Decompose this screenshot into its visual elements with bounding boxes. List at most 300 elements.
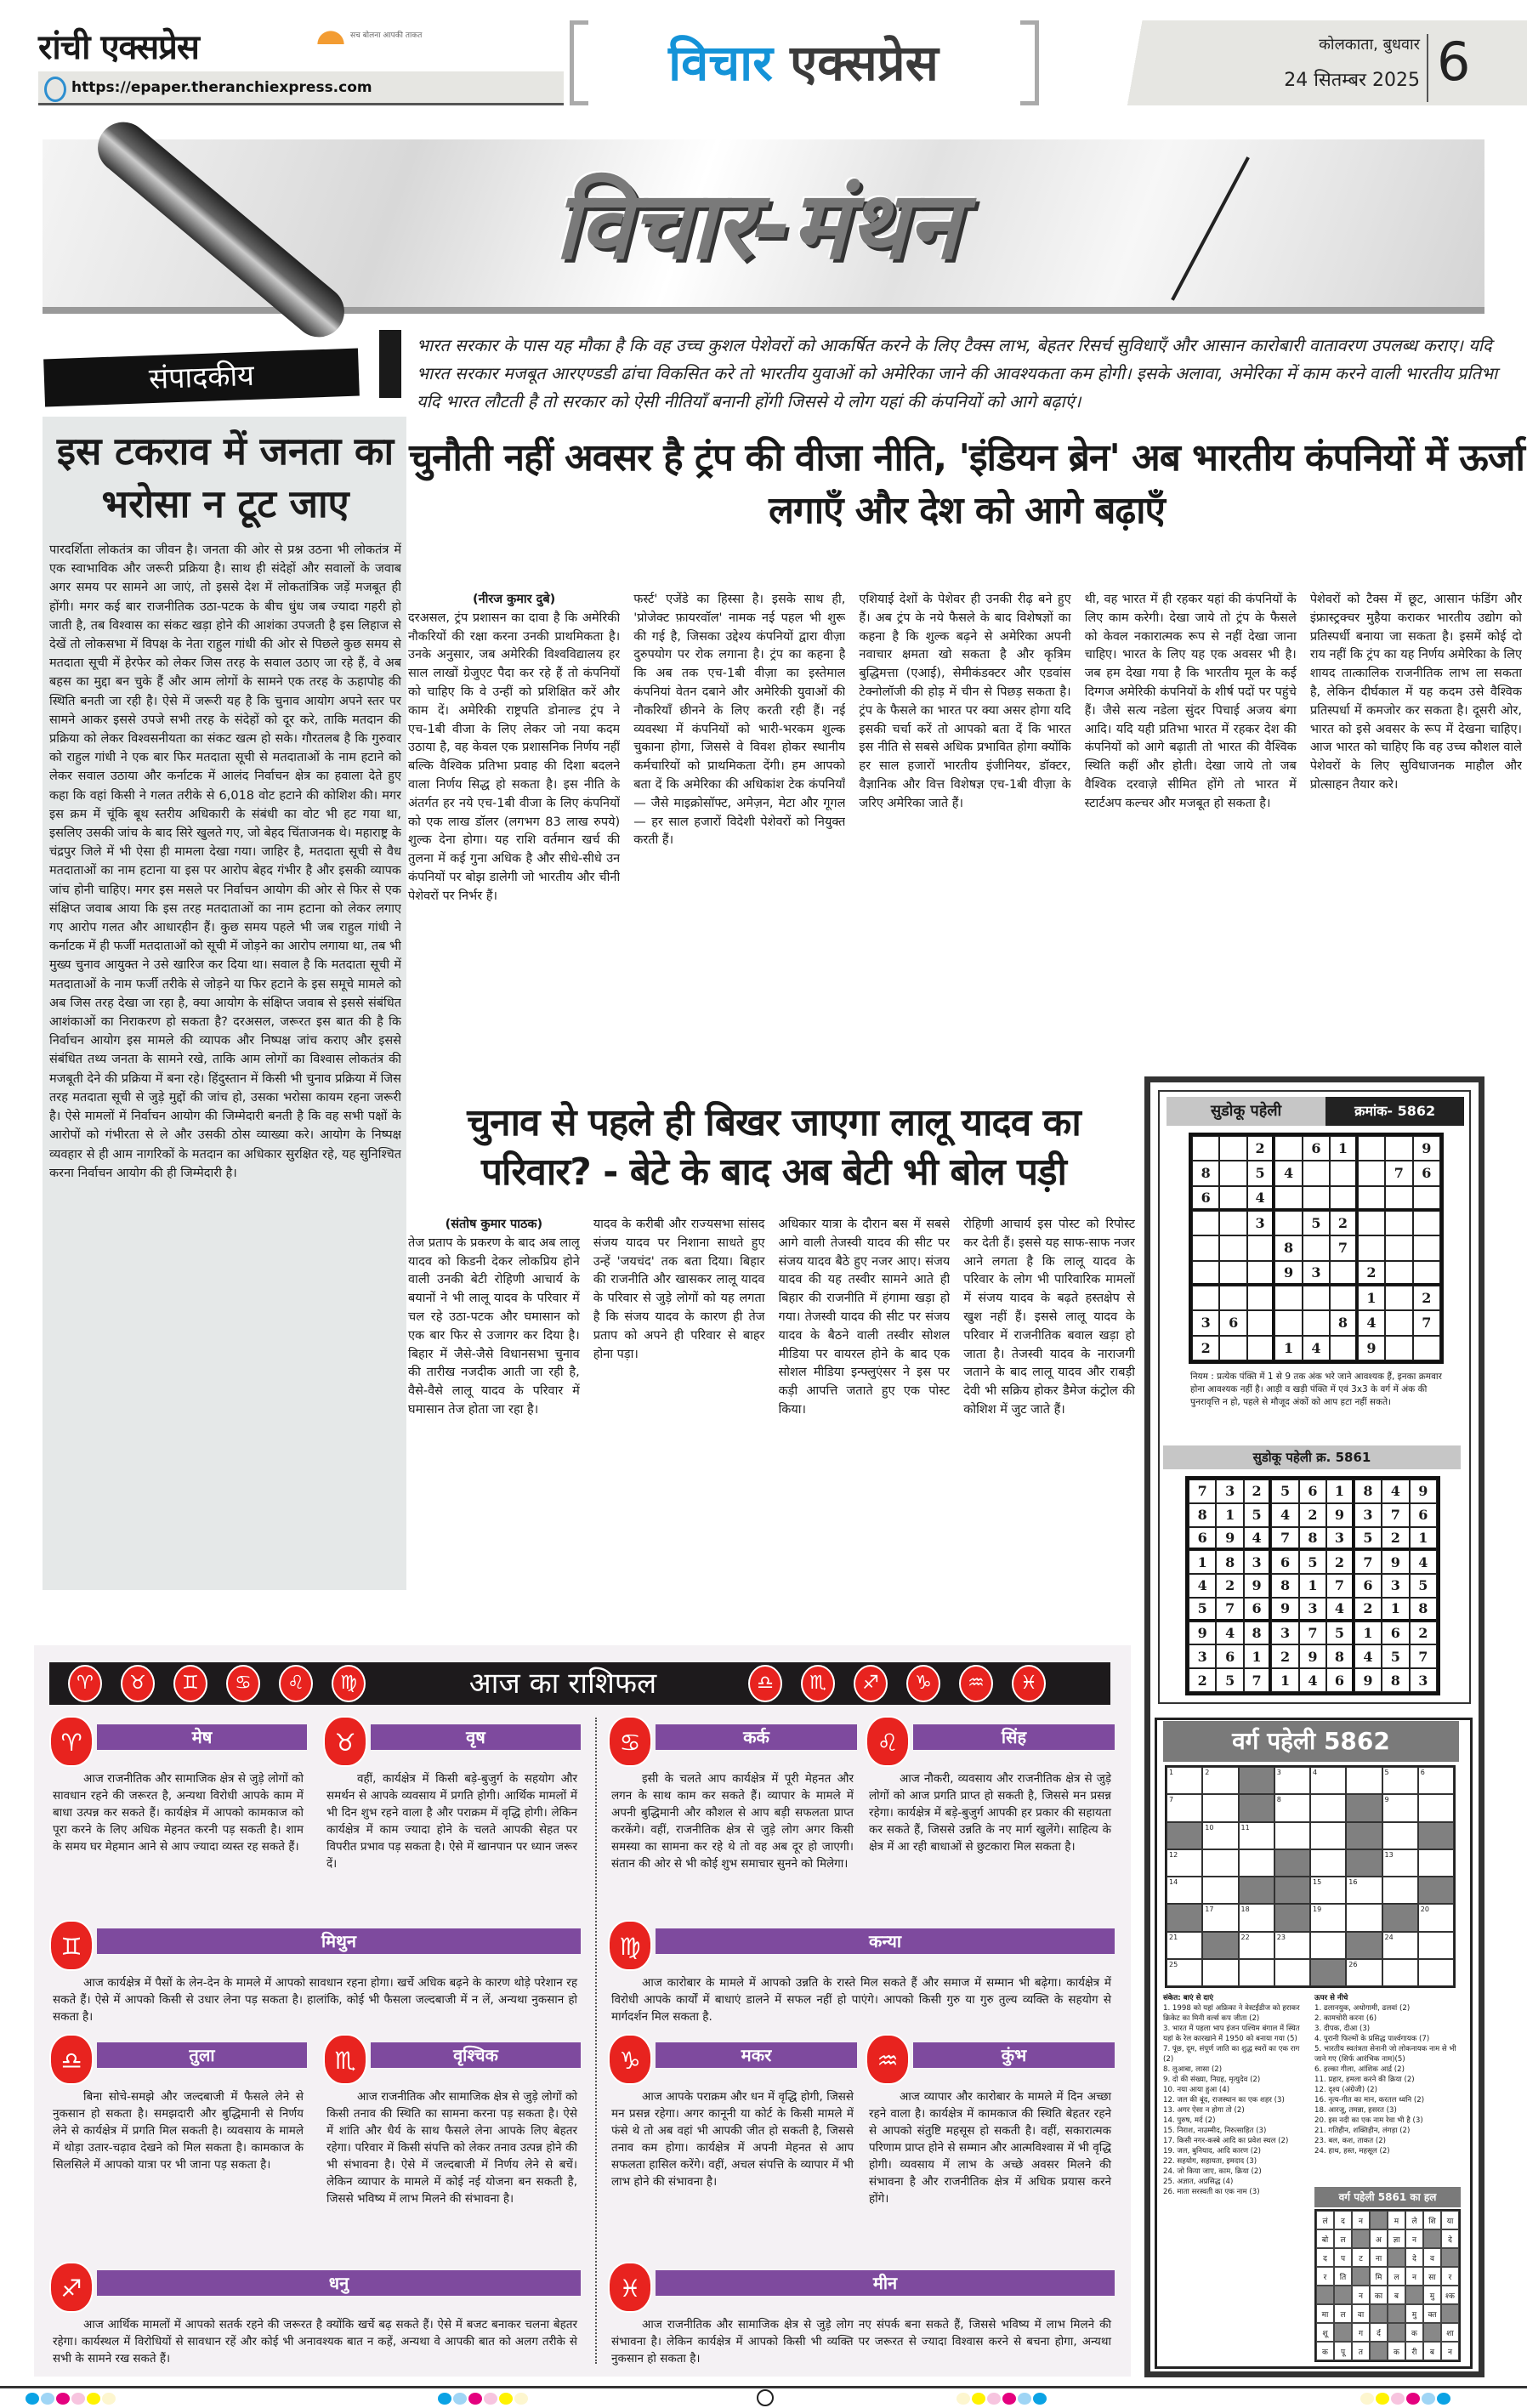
- crossword-block: [1346, 1849, 1382, 1877]
- solution-cell: न: [1405, 2267, 1423, 2286]
- sudoku-cell: 8: [1189, 1503, 1216, 1527]
- sign-prediction: आज व्यापार और कारोबार के मामले में दिन अच्छा रहने वाला है। कार्यक्षेत्र में कामकाज की स्थिति बेहतर रहने से आपको संतुष्टि महसूस हो सकती है। वहीं, सकारात्मक परिणाम प्राप्त होने से सम्मान और आत्मविश्वास में भी वृद्धि होगी। व्यवसाय में लाभ के अच्छे अवसर मिलने की संभावना है और राजनीतिक क्षेत्र में अधिक प्रयास करने होंगे।: [869, 2090, 1111, 2206]
- sudoku-cell: 6: [1271, 1550, 1298, 1574]
- crossword-cell: [1202, 1794, 1238, 1821]
- zodiac-sign-icon: ♑: [608, 2034, 652, 2085]
- solution-block: [1352, 2229, 1370, 2248]
- sign-prediction: आज राजनीतिक और सामाजिक क्षेत्र से जुड़े लोगों को सावधान रहने की जरूरत है, अन्यथा विरोधी आपके काम में बाधा उत्पन्न कर सकते हैं। कार्यक्षेत्र में आपको कामकाज को पूरा करने के लिए अधिक मेहनत करनी पड़ सकती है। शाम के समय घर मेहमान आने से आप ज्यादा व्यस्त रह सकते हैं।: [53, 1772, 304, 1854]
- section-title: [595, 20, 1012, 105]
- crossword-block: [1346, 1822, 1382, 1849]
- crossword-cell: 2: [1202, 1767, 1238, 1794]
- clue-item: 19. जल, बुनियाद, आदि कारण (2): [1163, 2147, 1261, 2155]
- crossword-block: [1346, 1794, 1382, 1821]
- sudoku-cell: [1219, 1136, 1246, 1161]
- sudoku-cell: 5: [1382, 1644, 1409, 1668]
- sign-prediction: आज नौकरी, व्यवसाय और राजनीतिक क्षेत्र से जुड़े लोगों को आज प्रगति प्राप्त हो सकती है, जिससे मन प्रसन्न रहेगा। कार्यक्षेत्र में बड़े-बुजुर्ग आपकी हर प्रकार की सहायता कर सकते हैं, जिससे उन्नति के नए मार्ग खुलेंगे। साहित्य के क्षेत्र में आ रही बाधाओं से छुटकारा मिल सकता है।: [869, 1772, 1111, 1854]
- sign-name: मेष: [97, 1724, 307, 1750]
- crossword-cell: 5: [1382, 1767, 1418, 1794]
- solution-block: [1334, 2323, 1352, 2342]
- solution-cell: लं: [1316, 2211, 1334, 2229]
- sudoku-cell: 4: [1247, 1186, 1274, 1211]
- sudoku-cell: [1385, 1336, 1412, 1360]
- sudoku-cell: 1: [1244, 1644, 1271, 1668]
- sudoku-cell: 3: [1354, 1503, 1382, 1527]
- sudoku-cell: 1: [1330, 1136, 1357, 1161]
- sudoku-cell: 2: [1382, 1527, 1409, 1551]
- solution-cell: ल: [1334, 2304, 1352, 2323]
- solution-cell: शि: [1423, 2211, 1441, 2229]
- sudoku-cell: [1219, 1261, 1246, 1286]
- article-column: पेशेवरों को टैक्स में छूट, आसान फंडिंग और इंफ्रास्ट्रक्चर मुहैया कराकर भारतीय उद्योग को प्रतिस्पर्धी बनाया जा सकता है। इसमें कोई दो राय नहीं कि ट्रंप का यह निर्णय अमेरिका के लिए शायद तात्कालिक राजनीतिक लाभ ला सकता है, लेकिन दीर्घकाल में यह कदम उसे वैश्विक प्रतिस्पर्धा में कमजोर कर सकता है। दूसरी ओर, भारत को इसे अवसर के रूप में देखना चाहिए। आज भारत को चाहिए कि वह उच्च कौशल वाले पेशेवरों के लिए सुविधाजनक माहौल और प्रोत्साहन तैयार करे।: [1309, 593, 1522, 792]
- solution-cell: ट: [1352, 2248, 1370, 2267]
- zodiac-10-icon: ♒: [959, 1665, 993, 1702]
- epaper-link[interactable]: https://epaper.theranchiexpress.com: [71, 79, 372, 96]
- section-title-secondary: एक्सप्रेस: [790, 34, 939, 92]
- sudoku-cell: [1303, 1286, 1330, 1310]
- crossword-cell: [1202, 1849, 1238, 1877]
- sudoku-cell: 5: [1354, 1527, 1382, 1551]
- solution-cell: म: [1388, 2211, 1405, 2229]
- crossword-cell: [1418, 1794, 1454, 1821]
- clue-item: 14. पुरुष, मर्द (2): [1163, 2116, 1216, 2125]
- solution-block: [1316, 2286, 1334, 2304]
- solution-cell: द: [1334, 2211, 1352, 2229]
- clue-item: 18. आरजू, तमन्ना, हसरत (3): [1314, 2106, 1397, 2115]
- sudoku-cell: 9: [1358, 1336, 1385, 1360]
- solution-block: [1388, 2248, 1405, 2267]
- sudoku-cell: 5: [1216, 1668, 1243, 1692]
- zodiac-2-icon: ♊: [173, 1665, 207, 1702]
- sudoku-cell: 8: [1274, 1235, 1302, 1260]
- sudoku-cell: [1303, 1310, 1330, 1335]
- solution-cell: मा: [1316, 2304, 1334, 2323]
- sudoku-cell: [1219, 1235, 1246, 1260]
- sudoku-cell: [1385, 1186, 1412, 1211]
- sudoku-cell: [1247, 1336, 1274, 1360]
- sudoku-cell: 3: [1192, 1310, 1219, 1335]
- solution-cell: री: [1405, 2342, 1423, 2360]
- solution-cell: न: [1352, 2211, 1370, 2229]
- crossword-cell: [1239, 1849, 1274, 1877]
- sudoku-title: सुडोकू पहेली: [1167, 1097, 1325, 1126]
- sudoku-cell: 2: [1354, 1598, 1382, 1621]
- sudoku-cell: 9: [1216, 1527, 1243, 1551]
- crossword-cell: [1382, 1959, 1418, 1986]
- sudoku-cell: 3: [1299, 1598, 1326, 1621]
- sign-prediction: इसी के चलते आप कार्यक्षेत्र में पूरी मेहनत और लगन के साथ काम कर सकते हैं। व्यापार के मामले में अपनी बुद्धिमानी और कौशल से आप बड़ी सफलता प्राप्त करकेंगे। वहीं, राजनीतिक क्षेत्र से जुड़े लोग अगर किसी समस्या का सामना कर रहे थे तो वह अब दूर हो जाएगी। संतान की ओर से भी कोई शुभ समाचार सुनने को मिलेगा।: [611, 1772, 854, 1871]
- clue-item: 21. गतिहीन, शक्तिहीन, लंगड़ा (2): [1314, 2127, 1411, 2135]
- solution-block: [1423, 2229, 1441, 2248]
- zodiac-sign-icon: ♓: [608, 2262, 652, 2313]
- masthead: [0, 0, 1527, 119]
- solution-cell: वा: [1352, 2304, 1370, 2323]
- clue-item: 12. जल की बूंद, राजस्थान का एक शहर (3): [1163, 2096, 1285, 2104]
- crossword-cell: [1274, 1822, 1310, 1849]
- sudoku-number-label: क्रमांक-: [1354, 1103, 1394, 1119]
- sudoku-cell: [1358, 1186, 1385, 1211]
- sudoku-cell: [1413, 1211, 1440, 1235]
- sudoku-cell: 7: [1385, 1161, 1412, 1185]
- sudoku-cell: 8: [1216, 1550, 1243, 1574]
- sudoku-cell: 9: [1244, 1574, 1271, 1598]
- crossword-cell: [1202, 1959, 1238, 1986]
- zodiac-sign-icon: ♊: [49, 1920, 94, 1971]
- sudoku-cell: 5: [1247, 1161, 1274, 1185]
- zodiac-sign-icon: ♋: [608, 1716, 652, 1767]
- crossword-block: [1167, 1904, 1202, 1931]
- sudoku-cell: [1330, 1161, 1357, 1185]
- sudoku-cell: 9: [1326, 1503, 1354, 1527]
- sudoku-cell: [1274, 1310, 1302, 1335]
- sign-name: सिंह: [913, 1724, 1115, 1750]
- crossword-cell: 26: [1346, 1959, 1382, 1986]
- sudoku-cell: 2: [1271, 1644, 1298, 1668]
- sudoku-cell: 2: [1244, 1479, 1271, 1503]
- crossword-cell: [1346, 1904, 1382, 1931]
- sudoku-cell: 8: [1299, 1527, 1326, 1551]
- solution-block: [1405, 2286, 1423, 2304]
- second-article-headline[interactable]: चुनाव से पहले ही बिखर जाएगा लालू यादव का परिवार? - बेटे के बाद अब बेटी भी बोल पड़ी: [467, 1101, 1081, 1194]
- sign-name: मकर: [656, 2042, 857, 2068]
- article-column: एशियाई देशों के पेशेवर ही उनकी रीढ़ बने हुए हैं। अब ट्रंप के नये फैसले के बाद विशेषज्ञों का कहना है कि शुल्क बढ़ने से अमेरिका अपनी नवाचार क्षमता खो सकता है और कृत्रिम बुद्धिमत्ता (एआई), सेमीकंडक्टर और एडवांस टेक्नोलॉजी की होड़ में चीन से पिछड़ सकता है। ट्रंप के फैसले का भारत पर क्या असर होगा यदि इसकी चर्चा करें तो आपको बता दें कि भारत इस नीति से सबसे अधिक प्रभावित होगा क्योंकि हर साल हजारों भारतीय इंजीनियर, डॉक्टर, वैज्ञानिक और वित्त विशेषज्ञ एच-1बी वीज़ा के जरिए अमेरिका जाते हैं।: [859, 593, 1071, 810]
- sudoku-cell: 8: [1410, 1598, 1437, 1621]
- sudoku-cell: 7: [1330, 1235, 1357, 1260]
- sudoku-cell: 2: [1410, 1621, 1437, 1645]
- solution-cell: क्त: [1423, 2304, 1441, 2323]
- clue-item: 7. पूंछ, दूम, संपूर्ण जाति का शुद्ध स्वरों का एक राग (2): [1163, 2045, 1300, 2064]
- sudoku-cell: 2: [1189, 1668, 1216, 1692]
- sudoku-cell: [1219, 1186, 1246, 1211]
- zodiac-3-icon: ♋: [226, 1665, 260, 1702]
- crossword-block: [1274, 1904, 1310, 1931]
- sudoku-cell: [1413, 1186, 1440, 1211]
- crossword-block: [1239, 1794, 1274, 1821]
- article-column: अधिकार यात्रा के दौरान बस में सबसे आगे वाली तेजस्वी यादव की सीट पर संजय यादव बैठे हुए नजर आए। संजय यादव की यह तस्वीर सामने आते ही बिहार की राजनीति में हंगामा खड़ा हो गया। तेजस्वी यादव की सीट पर संजय यादव के बैठने वाली तस्वीर सोशल मीडिया पर वायरल होने के बाद एक सोशल मीडिया इन्फ्लुएंसर ने इस पर कड़ी आपत्ति जताते हुए एक पोस्ट किया।: [778, 1218, 951, 1417]
- crossword-block: [1346, 1932, 1382, 1959]
- solution-cell: द: [1316, 2248, 1334, 2267]
- sudoku-cell: 7: [1189, 1479, 1216, 1503]
- article-column: यादव के करीबी और राज्यसभा सांसद संजय यादव पर निशाना साधते हुए उन्हें 'जयचंद' तक बता दिया। बिहार की राजनीति और खासकर लालू यादव के परिवार से जुड़े लोगों को यह लगता है कि संजय यादव के कारण ही तेज प्रताप को अपने ही परिवार से बाहर होना पड़ा।: [593, 1218, 765, 1361]
- crossword-cell: 16: [1346, 1877, 1382, 1904]
- sudoku-cell: 4: [1410, 1550, 1437, 1574]
- zodiac-sign-icon: ♐: [49, 2262, 94, 2313]
- sudoku-cell: [1219, 1161, 1246, 1185]
- solution-block: [1388, 2323, 1405, 2342]
- sudoku-cell: [1303, 1186, 1330, 1211]
- sudoku-cell: 9: [1410, 1479, 1437, 1503]
- sudoku-cell: 9: [1382, 1550, 1409, 1574]
- sudoku-cell: 3: [1189, 1644, 1216, 1668]
- sudoku-cell: 3: [1247, 1211, 1274, 1235]
- sudoku-cell: [1303, 1235, 1330, 1260]
- sign-name: कर्क: [656, 1724, 857, 1750]
- sudoku-cell: [1192, 1261, 1219, 1286]
- crossword-cell: 17: [1202, 1904, 1238, 1931]
- footer-rule: [0, 2386, 1527, 2388]
- clue-item: 11. प्रहार, हमला करने की क्रिया (2): [1314, 2076, 1415, 2084]
- sudoku-cell: 7: [1382, 1503, 1409, 1527]
- solution-block: [1352, 2267, 1370, 2286]
- sun-icon: [316, 26, 345, 44]
- clue-item: 13. अगर ऐसा न होगा तो (2): [1163, 2106, 1245, 2115]
- color-registration-dots: [957, 2393, 1047, 2405]
- sudoku-cell: [1385, 1310, 1412, 1335]
- page-number: 6: [1437, 31, 1471, 93]
- crossword-cell: 11: [1239, 1822, 1274, 1849]
- article-intro: भारत सरकार के पास यह मौका है कि वह उच्च कुशल पेशेवरों को आकर्षित करने के लिए टैक्स लाभ, बेहतर रिसर्च सुविधाएँ और आसान कारोबारी वातावरण उपलब्ध कराए। यदि भारत सरकार मजबूत आरएण्डडी ढांचा विकसित करे तो भारतीय युवाओं को अमेरिका जाने की आवश्यकता कम होगी। इसके अलावा, अमेरिका में काम करने वाली भारतीय प्रतिभा यदि भारत लौटती है तो सरकार को ऐसी नीतियाँ बनानी होंगी जिससे ये लोग यहां की कंपनियों को आगे बढ़ाएं।: [417, 335, 1498, 412]
- sudoku-cell: [1192, 1286, 1219, 1310]
- solution-cell: ना: [1370, 2248, 1388, 2267]
- solution-cell: या: [1441, 2211, 1459, 2229]
- clue-item: 10. नया आया हुआ (4): [1163, 2086, 1230, 2094]
- zodiac-7-icon: ♏: [801, 1665, 835, 1702]
- solution-block: [1370, 2304, 1388, 2323]
- crossword-block: [1167, 1822, 1202, 1849]
- solution-cell: र: [1441, 2267, 1459, 2286]
- crossword-cell: [1310, 1849, 1346, 1877]
- sudoku-cell: 5: [1303, 1211, 1330, 1235]
- sudoku-cell: 5: [1244, 1503, 1271, 1527]
- sudoku-cell: [1247, 1310, 1274, 1335]
- solution-cell: शा: [1441, 2323, 1459, 2342]
- sudoku-cell: 3: [1382, 1574, 1409, 1598]
- article-column: फर्स्ट' एजेंडे का हिस्सा है। इसके साथ ही, 'प्रोजेक्ट फ़ायरवॉल' नामक नई पहल भी शुरू की गई है, जिसका उद्देश्य कंपनियों द्वारा वीज़ा दुरुपयोग पर रोक लगाना है। ट्रंप का कहना है कि अब तक एच-1बी वीज़ा का इस्तेमाल कंपनियां वेतन दबाने और अमेरिकी युवाओं की नौकरियाँ छीनने के लिए करती रही हैं। नई व्यवस्था में कंपनियों को भारी-भरकम शुल्क चुकाना होगा, जिससे वे विवश होकर स्थानीय कर्मचारियों को प्राथमिकता देंगी। हम आपको बता दें कि अमेरिका की अधिकांश टेक कंपनियाँ— जैसे माइक्रोसॉफ्ट, अमेज़न, मेटा और गूगल— हर साल हजारों विदेशी पेशेवरों को नियुक्त करती हैं।: [633, 593, 846, 848]
- sudoku-cell: 2: [1192, 1336, 1219, 1360]
- sudoku-cell: [1303, 1161, 1330, 1185]
- sign-name: तुला: [97, 2042, 307, 2068]
- solution-cell: का: [1370, 2286, 1388, 2304]
- across-clues: [1163, 1993, 1309, 2197]
- sudoku-cell: 1: [1216, 1503, 1243, 1527]
- sudoku-cell: 8: [1382, 1668, 1409, 1692]
- editorial-body: पारदर्शिता लोकतंत्र का जीवन है। जनता की ओर से प्रश्न उठना भी लोकतंत्र में एक स्वाभाविक और जरूरी प्रक्रिया है। साथ ही संदेहों और सवालों के जवाब अगर समय पर सामने आ जाएं, तो इससे देश में लोकतांत्रिक जड़ें मजबूत ही होंगी। मगर कई बार राजनीतिक उठा-पटक के बीच धुंध जब ज्यादा गहरी हो जाती है, तब विश्वास का संकट खड़ा होने की आशंका उपजती है इस लिहाज से देखें तो लोकसभा में विपक्ष के नेता राहुल गांधी की ओर से पिछले कुछ समय से मतदाता सूची में हेरफेर को लेकर जिस तरह के सवाल उठाए जा रहे हैं, वे अब बहस का मुद्दा बन चुके हैं और आम लोगों के सामने एक तरह के ऊहापोह की स्थिति बनती जा रही है। ऐसे में जरूरी यह है कि चुनाव आयोग अपने स्तर पर सामने आकर इससे उपजे सभी तरह के संदेहों को दूर करे, ताकि मतदान की प्रक्रिया को लेकर विश्वसनीयता का संकट खत्म हो सके। गौरतलब है कि गुरुवार को राहुल गांधी ने एक बार फिर मतदाता सूची से मतदाताओं के नाम हटाने को लेकर सवाल उठाया और कर्नाटक में आलंद निर्वाचन क्षेत्र का हवाला देते हुए कहा कि वहां किसी ने गलत तरीके से 6,018 वोट हटाने की कोशिश की। मगर इस क्रम में चूंकि बूथ स्तरीय अधिकारी के संबंधी का वोट भी हट गया था, इसलिए उसकी जांच के बाद सिरे खुलते गए, जो बेहद चिंताजनक थे। महाराष्ट्र के चंद्रपुर जिले में भी ऐसा ही मामला देखा गया। जाहिर है, मतदाता सूची से वैध मतदाताओं का नाम हटाना या इस पर आरोप बेहद गंभीर है और इसकी व्यापक जांच होनी चाहिए। मगर इस मसले पर निर्वाचन आयोग की ओर से फिर से एक संक्षिप्त जवाब आया कि इस तरह मतदाताओं का नाम हटाना को लेकर लगाए गए आरोप गलत और आधारहीन हैं। कुछ समय पहले भी जब राहुल गांधी ने कर्नाटक में ही फर्जी मतदाताओं को सूची में जोड़ने का आरोप लगाया था, तब भी मुख्य चुनाव आयुक्त ने उसे खारिज कर दिया था। सवाल है कि मतदाता सूची में मतदाताओं के नाम फर्जी तरीके से जोड़ने या फिर हटाने के इस समूचे मामले को अब जिस तरह देखा जा रहा है, क्या आयोग के संक्षिप्त जवाब से इससे संबंधित आशंकाओं का निराकरण हो सकता है? दरअसल, जरूरत इस बात की है कि निर्वाचन आयोग इस मामले की व्यापक और निष्पक्ष जांच कराए और इससे संबंधित तथ्य जनता के सामने रखे, ताकि आम लोगों का विश्वास लोकतंत्र की मजबूती देने की प्रक्रिया में बना रहे। हिंदुस्तान में किसी भी चुनाव प्रक्रिया में जिस तरह मतदाता सूची से जुड़े मुद्दों की जांच हो, उसका भरोसा कायम रहना जरूरी है। ऐसे मामलों में निर्वाचन आयोग की जिम्मेदारी बनती है कि वह सभी पक्षों के आरोपों को गंभीरता से ले और उसकी ठोस व्याख्या करे। आयोग के निष्पक्ष व्यवहार से ही आम नागरिकों के मतदान का अधिकार सुरक्षित रहे, यह सुनिश्चित करना निर्वाचन आयोग की ही जिम्मेदारी है।: [49, 543, 401, 1180]
- sudoku-header: [1167, 1097, 1464, 1126]
- crossword-cell: 6: [1418, 1767, 1454, 1794]
- clue-item: 17. किसी नगर-कस्बे आदि का प्रवेश स्थल (2): [1163, 2137, 1289, 2145]
- zodiac-sign-icon: ♉: [323, 1716, 367, 1767]
- sudoku-cell: 2: [1216, 1574, 1243, 1598]
- sudoku-cell: [1330, 1336, 1357, 1360]
- zodiac-5-icon: ♍: [332, 1665, 366, 1702]
- down-label: ऊपर से नीचे: [1314, 1994, 1348, 2002]
- section-title-primary: विचार: [668, 34, 773, 92]
- sudoku-number-value: 5862: [1397, 1103, 1436, 1119]
- sudoku-cell: 4: [1189, 1574, 1216, 1598]
- clue-item: 25. अज्ञात, अप्रसिद्ध (4): [1163, 2178, 1234, 2186]
- sudoku-cell: 1: [1326, 1479, 1354, 1503]
- sudoku-cell: [1385, 1136, 1412, 1161]
- sudoku-cell: 4: [1358, 1310, 1385, 1335]
- sudoku-cell: [1247, 1235, 1274, 1260]
- sudoku-cell: 5: [1326, 1621, 1354, 1645]
- sudoku-cell: 7: [1271, 1527, 1298, 1551]
- divider: [1427, 34, 1428, 102]
- bracket-left-decoration: [570, 20, 588, 105]
- clue-item: 22. सहयोग, सहायता, इमदाद (3): [1163, 2157, 1257, 2166]
- crossword-grid: [1165, 1765, 1456, 1988]
- solution-cell: अ: [1370, 2229, 1388, 2248]
- solution-cell: ले: [1405, 2211, 1423, 2229]
- crossword-block: [1202, 1932, 1238, 1959]
- sign-prediction: आज राजनीतिक और सामाजिक क्षेत्र से जुड़े लोगों को किसी तनाव की स्थिति का सामना करना पड़ सकता है। ऐसे में शांति और धैर्य के साथ फैसले लेना आपके लिए बेहतर रहेगा। परिवार में किसी संपत्ति को लेकर तनाव उत्पन्न होने की भी संभावना है। ऐसे में जल्दबाजी में निर्णय लेने से बचें। लेकिन व्यापार के मामले में कोई नई योजना बन सकती है, जिससे भविष्य में लाभ मिलने की संभावना है।: [326, 2090, 577, 2206]
- sudoku-cell: [1358, 1235, 1385, 1260]
- sudoku-cell: 8: [1271, 1574, 1298, 1598]
- sudoku-cell: 6: [1216, 1644, 1243, 1668]
- clue-item: 16. नृत्य-गीत का मान, करतल ध्वनि (2): [1314, 2096, 1425, 2104]
- sudoku-cell: 3: [1216, 1479, 1243, 1503]
- solution-cell: दे: [1405, 2248, 1423, 2267]
- city-day: कोलकाता, बुधवार: [1319, 36, 1420, 54]
- solution-cell: र्द: [1370, 2323, 1388, 2342]
- clue-item: 1. 1998 को यहां अफ्रिका ने वेस्टईंडीज को हराकर क्रिकेट का मिनी वर्ल्स कप जीता (2): [1163, 2004, 1300, 2023]
- crossword-cell: 14: [1167, 1877, 1202, 1904]
- sudoku-cell: 6: [1410, 1503, 1437, 1527]
- zodiac-sign-icon: ♌: [866, 1716, 910, 1767]
- solution-cell: ज्ञा: [1388, 2229, 1405, 2248]
- zodiac-sign-icon: ♒: [866, 2034, 910, 2085]
- solution-cell: बो: [1316, 2229, 1334, 2248]
- solution-cell: मु: [1405, 2304, 1423, 2323]
- across-clue-list: [1163, 2003, 1309, 2197]
- sudoku-cell: [1330, 1261, 1357, 1286]
- solution-cell: ब: [1388, 2286, 1405, 2304]
- sudoku-cell: 9: [1274, 1261, 1302, 1286]
- crossword-cell: [1382, 1822, 1418, 1849]
- sign-name: धनु: [97, 2270, 581, 2296]
- clue-item: 4. पुरानी फिल्मों के प्रसिद्ध पार्श्वगायक (7): [1314, 2035, 1430, 2043]
- sudoku-cell: 3: [1326, 1527, 1354, 1551]
- byline: (नीरज कुमार दुबे): [472, 593, 556, 606]
- crossword-cell: [1382, 1877, 1418, 1904]
- crossword-title: वर्ग पहेली 5862: [1163, 1721, 1459, 1762]
- sudoku-cell: 2: [1358, 1261, 1385, 1286]
- sudoku-cell: 1: [1382, 1598, 1409, 1621]
- solution-block: [1388, 2304, 1405, 2323]
- sudoku-cell: 2: [1299, 1503, 1326, 1527]
- solution-block: [1441, 2304, 1459, 2323]
- sudoku-cell: 4: [1382, 1479, 1409, 1503]
- crossword-cell: 12: [1167, 1849, 1202, 1877]
- clue-item: 5. भारतीय स्वतंत्रता सेनानी जो लोकनायक नाम से भी जाने गए (सिर्फ आरंभिक नाम)(5): [1314, 2045, 1456, 2064]
- sudoku-cell: 8: [1192, 1161, 1219, 1185]
- solution-cell: न: [1352, 2286, 1370, 2304]
- sudoku-cell: [1413, 1261, 1440, 1286]
- sudoku-cell: 6: [1219, 1310, 1246, 1335]
- zodiac-sign-icon: ♏: [323, 2034, 367, 2085]
- zodiac-1-icon: ♉: [121, 1665, 155, 1702]
- sudoku-cell: [1385, 1286, 1412, 1310]
- solution-block: [1423, 2323, 1441, 2342]
- sudoku-cell: [1219, 1286, 1246, 1310]
- sudoku-cell: [1413, 1336, 1440, 1360]
- main-article-headline[interactable]: चुनौती नहीं अवसर है ट्रंप की वीजा नीति, 'इंडियन ब्रेन' अब भारतीय कंपनियों में ऊर्जा लगाएँ और देश को आगे बढ़ाएँ: [409, 436, 1524, 532]
- sign-name: वृश्चिक: [371, 2042, 581, 2068]
- sudoku-cell: 7: [1216, 1598, 1243, 1621]
- crossword-cell: 21: [1167, 1932, 1202, 1959]
- sudoku-cell: 1: [1354, 1621, 1382, 1645]
- solution-cell: मि: [1370, 2267, 1388, 2286]
- solution-block: [1334, 2286, 1352, 2304]
- crossword-cell: 7: [1167, 1794, 1202, 1821]
- sudoku-cell: 6: [1192, 1186, 1219, 1211]
- sudoku-cell: 8: [1326, 1644, 1354, 1668]
- crossword-cell: 22: [1239, 1932, 1274, 1959]
- crossword-cell: 3: [1274, 1767, 1310, 1794]
- crossword-block: [1310, 1959, 1346, 1986]
- sign-prediction: वहीं, कार्यक्षेत्र में किसी बड़े-बुजुर्ग के सहयोग और समर्थन से आपके व्यवसाय में प्रगति होगी। आर्थिक मामलों में भी दिन शुभ रहने वाला है और पराक्रम में वृद्धि होगी। लेकिन कार्यक्षेत्र में काम ज्यादा होने के चलते आपकी सेहत पर विपरीत प्रभाव पड़ सकता है। ऐसे में खानपान पर ध्यान जरूर दें।: [326, 1772, 577, 1871]
- sudoku-cell: 7: [1244, 1668, 1271, 1692]
- solution-cell: र: [1316, 2267, 1334, 2286]
- sudoku-cell: [1247, 1286, 1274, 1310]
- sign-name: वृष: [371, 1724, 581, 1750]
- solution-cell: क: [1316, 2342, 1334, 2360]
- column-text: दरअसल, ट्रंप प्रशासन का दावा है कि अमेरिकी नौकरियों की रक्षा करना उनकी प्राथमिकता है। उनके अनुसार, जब अमेरिकी विश्वविद्यालय हर साल लाखों ग्रेजुएट पैदा कर रहे हैं तो कंपनियों को चाहिए कि वे उन्हीं को प्रशिक्षित करें और काम दें। अमेरिकी राष्ट्रपति डोनाल्ड ट्रंप ने एच-1बी वीजा के लिए लेकर जो नया कदम उठाया है, वह केवल एक प्रशासनिक निर्णय नहीं बल्कि वैश्विक प्रतिभा प्रवाह की दिशा बदलने वाला निर्णय सिद्ध हो सकता है। इस नीति के अंतर्गत हर नये एच-1बी वीजा के लिए कंपनियों को एक लाख डॉलर (लगभग 83 लाख रुपये) शुल्क देना होगा। यह राशि वर्तमान खर्च की तुलना में कई गुना अधिक है और सीधे-सीधे उन कंपनियों पर बोझ डालेगी जो भारतीय और चीनी पेशेवरों पर निर्भर हैं।: [408, 611, 621, 903]
- crossword-cell: 19: [1310, 1904, 1346, 1931]
- solution-cell: क: [1405, 2323, 1423, 2342]
- prev-sudoku-header: [1163, 1445, 1461, 1469]
- sudoku-number: [1325, 1097, 1464, 1126]
- prev-sudoku-title: सुडोकू पहेली क्र.: [1252, 1450, 1331, 1465]
- zodiac-0-icon: ♈: [68, 1665, 102, 1702]
- bracket-right-decoration: [1020, 20, 1039, 105]
- crossword-cell: 1: [1167, 1767, 1202, 1794]
- sign-name: कन्या: [656, 1928, 1115, 1954]
- sign-name: मीन: [656, 2270, 1115, 2296]
- sudoku-cell: 6: [1326, 1668, 1354, 1692]
- crossword-cell: [1310, 1822, 1346, 1849]
- crossword-block: [1274, 1877, 1310, 1904]
- sudoku-cell: [1358, 1161, 1385, 1185]
- sudoku-grid: [1189, 1133, 1444, 1364]
- sudoku-cell: 4: [1303, 1336, 1330, 1360]
- crossword-block: [1239, 1767, 1274, 1794]
- sudoku-cell: 8: [1354, 1479, 1382, 1503]
- crossword-cell: [1274, 1959, 1310, 1986]
- crossword-cell: 25: [1167, 1959, 1202, 1986]
- solution-cell: ल: [1388, 2267, 1405, 2286]
- sudoku-cell: 6: [1382, 1621, 1409, 1645]
- sudoku-cell: 1: [1358, 1286, 1385, 1310]
- color-registration-dots: [1360, 2393, 1450, 2405]
- clue-item: 12. दृश्य (अंग्रेजी) (2): [1314, 2086, 1377, 2094]
- clue-item: 1. ढलानयुक, अधोगामी, ढलवां (2): [1314, 2004, 1411, 2013]
- crossword-cell: [1202, 1877, 1238, 1904]
- prev-sudoku-solution-grid: [1185, 1476, 1440, 1695]
- zodiac-4-icon: ♌: [279, 1665, 313, 1702]
- crossword-cell: 15: [1310, 1877, 1346, 1904]
- sudoku-cell: 6: [1413, 1161, 1440, 1185]
- solution-cell: ल: [1334, 2229, 1352, 2248]
- sudoku-cell: 4: [1326, 1598, 1354, 1621]
- prev-crossword-title: वर्ग पहेली 5861 का हल: [1314, 2187, 1461, 2207]
- clue-item: 24. जो किया जाए, काम, क्रिया (2): [1163, 2167, 1262, 2176]
- zodiac-8-icon: ♐: [854, 1665, 888, 1702]
- editorial-headline[interactable]: इस टकराव में जनता का भरोसा न टूट जाए: [56, 429, 395, 526]
- newspaper-logo[interactable]: रांची एक्सप्रेस: [38, 28, 199, 67]
- clue-item: 8. लुआबा, लासा (2): [1163, 2065, 1223, 2074]
- sudoku-cell: 2: [1413, 1286, 1440, 1310]
- clue-item: 2. कामचोरी करना (6): [1314, 2014, 1377, 2023]
- sudoku-cell: [1219, 1336, 1246, 1360]
- crossword-cell: [1310, 1932, 1346, 1959]
- sudoku-cell: 4: [1299, 1668, 1326, 1692]
- solution-block: [1441, 2248, 1459, 2267]
- sudoku-cell: 3: [1410, 1668, 1437, 1692]
- second-article-body: [408, 1216, 1135, 1637]
- crossword-block: [1418, 1822, 1454, 1849]
- sudoku-cell: [1274, 1136, 1302, 1161]
- sudoku-cell: 1: [1299, 1574, 1326, 1598]
